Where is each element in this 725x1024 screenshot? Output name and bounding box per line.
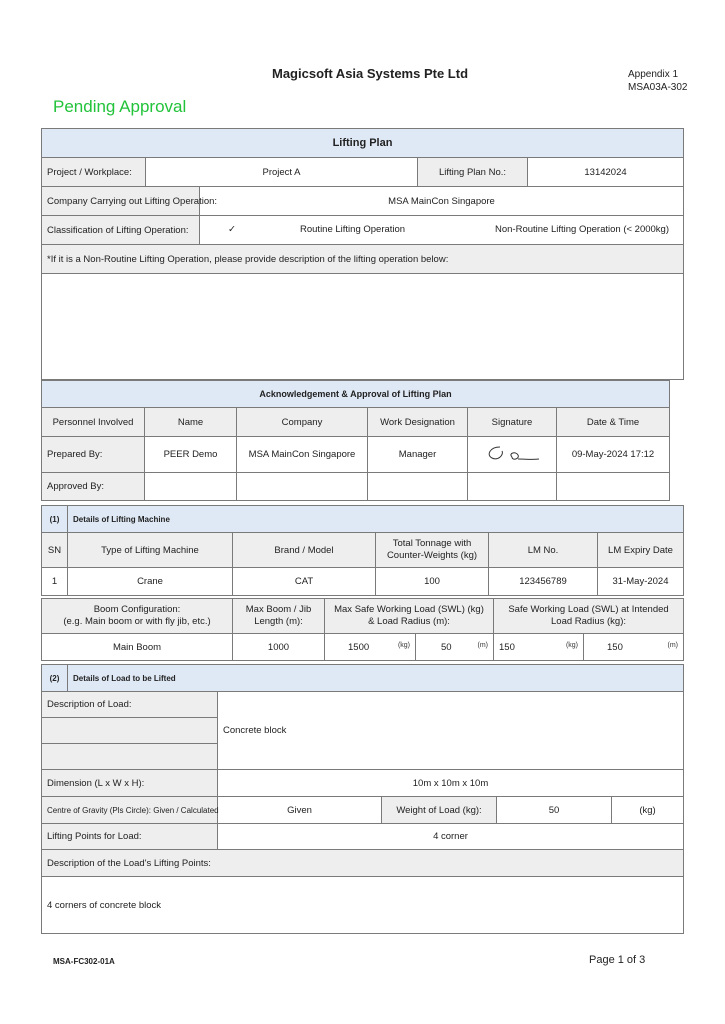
- lifting-plan-table: [41, 128, 684, 187]
- status-badge: Pending Approval: [53, 97, 187, 116]
- load-section-title: Details of Load to be Lifted: [68, 665, 684, 692]
- plan-no-label: Lifting Plan No.:: [418, 158, 528, 187]
- machine-lm-no: 123456789: [489, 568, 598, 596]
- ack-header-company: Company: [237, 408, 368, 437]
- cog-label: Centre of Gravity (Pls Circle): Given / Calculated: [42, 797, 218, 824]
- prepared-company: MSA MainCon Singapore: [237, 437, 368, 473]
- dimension-value: 10m x 10m x 10m: [218, 770, 684, 797]
- page-number: Page 1 of 3: [589, 954, 646, 966]
- boom-swl: 150 (kg): [494, 634, 584, 661]
- boom-max-swl: 1500 (kg): [325, 634, 416, 661]
- machine-table: [41, 505, 684, 596]
- company-value: MSA MainCon Singapore: [200, 187, 684, 216]
- boom-max-radius: 50 (m): [416, 634, 494, 661]
- machine-expiry: 31-May-2024: [598, 568, 684, 596]
- prepared-datetime: 09-May-2024 17:12: [557, 437, 670, 473]
- project-value: Project A: [146, 158, 418, 187]
- classification-value: [200, 216, 684, 245]
- ack-header-datetime: Date & Time: [557, 408, 670, 437]
- machine-header-tonnage: Total Tonnage with Counter-Weights (kg): [376, 533, 489, 568]
- machine-type: Crane: [68, 568, 233, 596]
- ack-header-designation: Work Designation: [368, 408, 468, 437]
- boom-header-max-swl: Max Safe Working Load (SWL) (kg) & Load Radius (m):: [325, 599, 494, 634]
- company-label: Company Carrying out Lifting Operation:: [42, 187, 200, 216]
- lifting-plan-title: Lifting Plan: [42, 129, 684, 158]
- routine-option: Routine Lifting Operation: [300, 224, 406, 235]
- machine-tonnage: 100: [376, 568, 489, 596]
- load-description-label: Description of Load:: [42, 692, 218, 718]
- prepared-designation: Manager: [368, 437, 468, 473]
- machine-section-title: Details of Lifting Machine: [68, 506, 684, 533]
- weight-label: Weight of Load (kg):: [382, 797, 497, 824]
- ack-header-name: Name: [145, 408, 237, 437]
- machine-section-number: (1): [42, 506, 68, 533]
- lifting-points-label: Lifting Points for Load:: [42, 824, 218, 850]
- load-description-blank-2: [42, 744, 218, 770]
- machine-brand: CAT: [233, 568, 376, 596]
- ack-header-personnel: Personnel Involved: [42, 408, 145, 437]
- dimension-label: Dimension (L x W x H):: [42, 770, 218, 797]
- boom-header-swl: Safe Working Load (SWL) at Intended Load Radius (kg):: [494, 599, 684, 634]
- boom-header-config: Boom Configuration: (e.g. Main boom or with fly jib, etc.): [42, 599, 233, 634]
- nonroutine-description-box: [42, 274, 684, 380]
- load-table: [41, 664, 684, 934]
- prepared-label: Prepared By:: [42, 437, 145, 473]
- boom-config: Main Boom: [42, 634, 233, 661]
- machine-header-lm-no: LM No.: [489, 533, 598, 568]
- load-description-blank-1: [42, 718, 218, 744]
- signature-image: [482, 441, 542, 465]
- lifting-points-desc-label: Description of the Load's Lifting Points:: [42, 850, 684, 877]
- boom-header-length: Max Boom / Jib Length (m):: [233, 599, 325, 634]
- project-label: Project / Workplace:: [42, 158, 146, 187]
- acknowledgement-table: [41, 380, 670, 501]
- weight-value: 50: [497, 797, 612, 824]
- boom-length: 1000: [233, 634, 325, 661]
- ack-header-signature: Signature: [468, 408, 557, 437]
- machine-header-brand: Brand / Model: [233, 533, 376, 568]
- load-section-number: (2): [42, 665, 68, 692]
- boom-table: [41, 598, 684, 661]
- nonroutine-option: Non-Routine Lifting Operation (< 2000kg): [495, 224, 670, 235]
- prepared-signature: [468, 437, 557, 473]
- boom-radius: 150 (m): [584, 634, 684, 661]
- doc-code: MSA03A-302: [628, 82, 688, 93]
- cog-value: Given: [218, 797, 382, 824]
- lifting-points-desc-value: 4 corners of concrete block: [42, 877, 684, 934]
- machine-header-expiry: LM Expiry Date: [598, 533, 684, 568]
- appendix-label: Appendix 1: [628, 69, 679, 80]
- machine-sn: 1: [42, 568, 68, 596]
- ack-title: Acknowledgement & Approval of Lifting Plan: [42, 381, 670, 408]
- weight-unit: (kg): [612, 797, 684, 824]
- check-icon: ✓: [228, 224, 236, 235]
- prepared-name: PEER Demo: [145, 437, 237, 473]
- nonroutine-note: *If it is a Non-Routine Lifting Operation, please provide description of the lifting operation below:: [42, 245, 684, 274]
- form-code: MSA-FC302-01A: [53, 957, 115, 966]
- machine-header-sn: SN: [42, 533, 68, 568]
- classification-label: Classification of Lifting Operation:: [42, 216, 200, 245]
- approved-label: Approved By:: [42, 473, 145, 501]
- company-row-table: [41, 186, 684, 380]
- plan-no-value: 13142024: [528, 158, 684, 187]
- load-description-value: Concrete block: [218, 692, 684, 770]
- lifting-points-value: 4 corner: [218, 824, 684, 850]
- machine-header-type: Type of Lifting Machine: [68, 533, 233, 568]
- company-name: Magicsoft Asia Systems Pte Ltd: [272, 66, 469, 81]
